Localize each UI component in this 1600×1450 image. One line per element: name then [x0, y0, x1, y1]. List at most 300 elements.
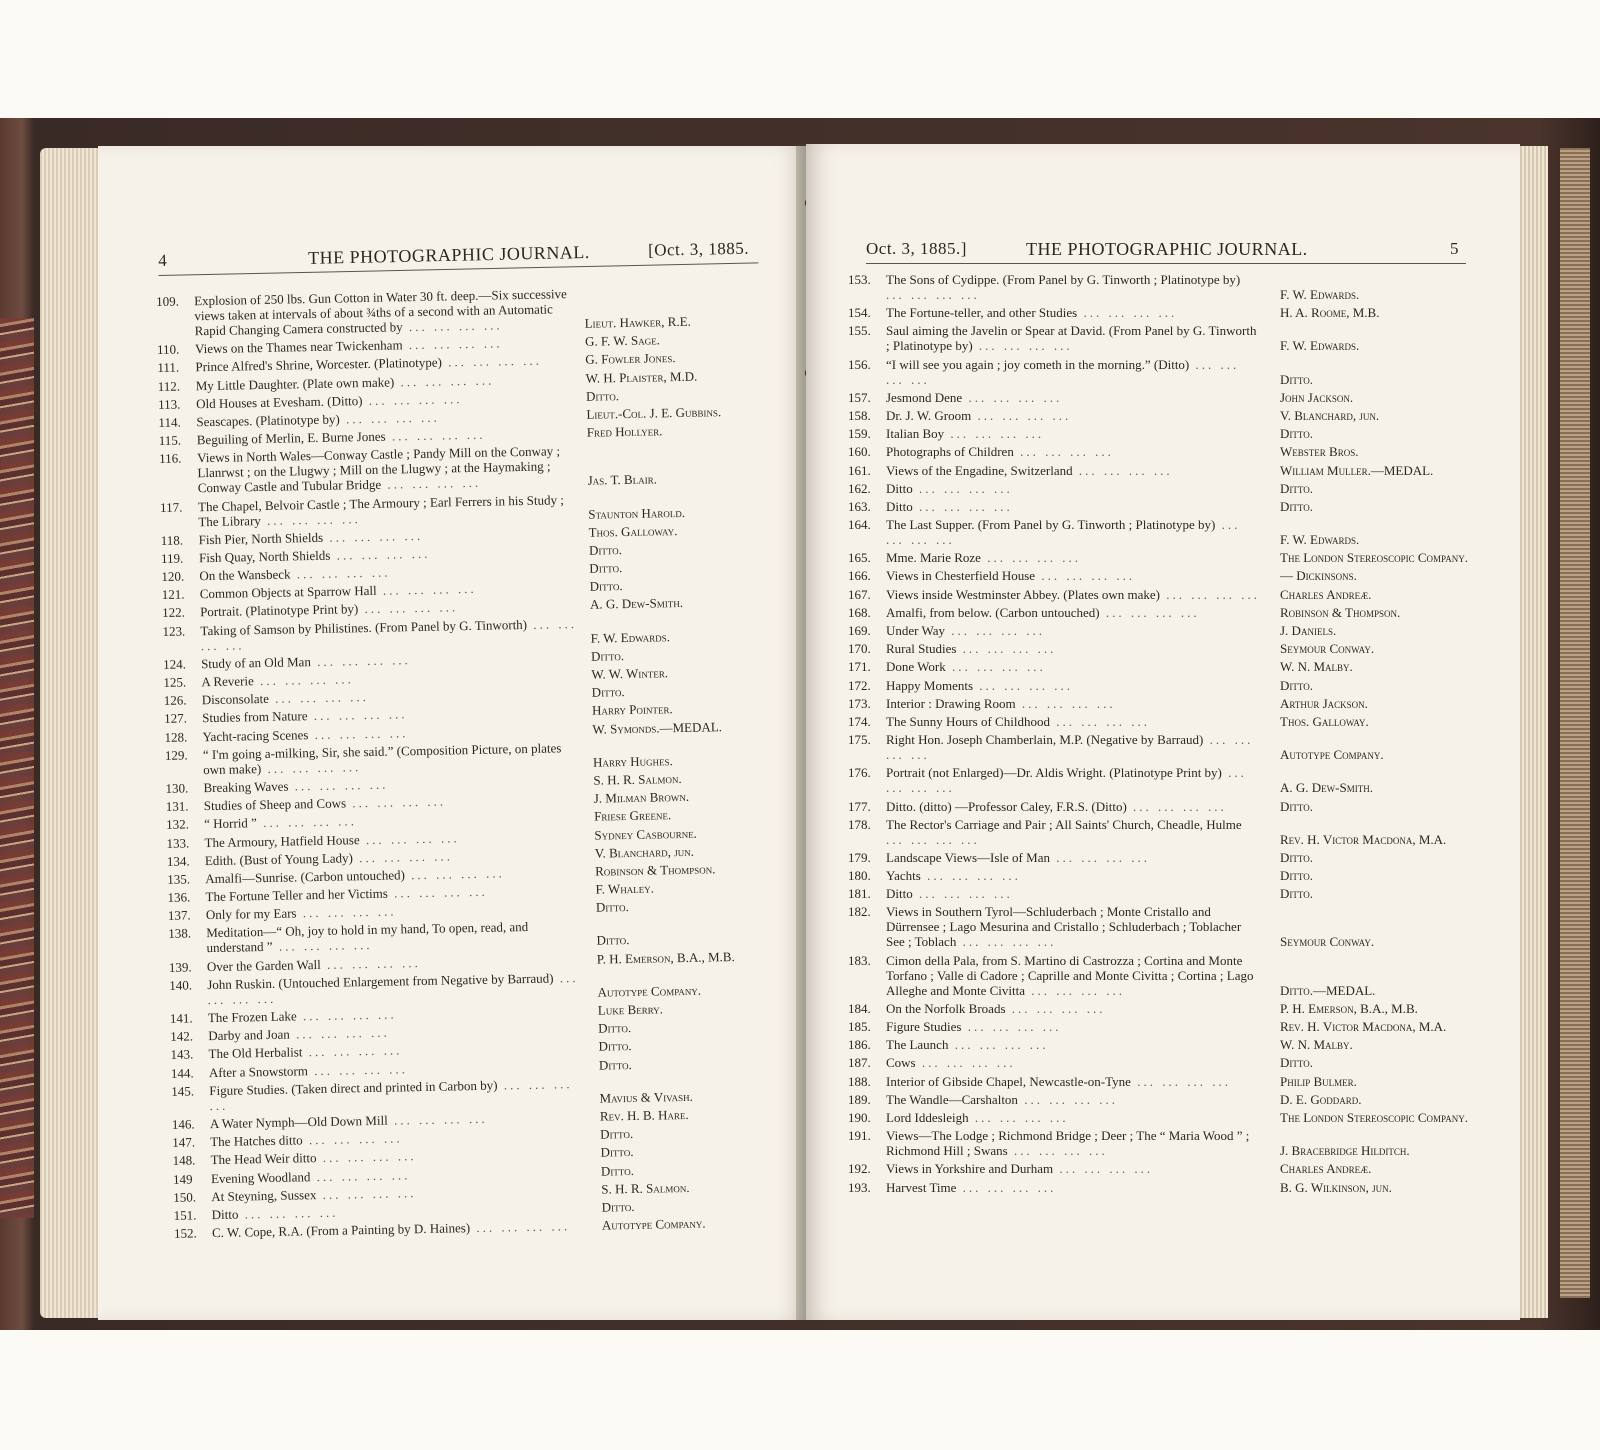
entry-title: On the Norfolk Broads ... .: [886, 1001, 1262, 1016]
entry-exhibitor: William Muller.—MEDAL.: [1280, 462, 1434, 478]
catalogue-entry: [848, 463, 1478, 478]
entry-number: 134.: [166, 853, 190, 869]
entry-title: Landscape Views—Isle of Man ... .: [886, 850, 1262, 865]
entry-number: 148.: [172, 1152, 196, 1169]
entry-number: 172.: [848, 677, 871, 693]
entry-exhibitor: Ditto.: [600, 1126, 634, 1142]
entry-number: 182.: [848, 904, 871, 920]
entry-number: 193.: [848, 1179, 871, 1195]
entry-number: 147.: [172, 1134, 196, 1150]
entry-exhibitor: Ditto.: [588, 541, 623, 558]
entry-exhibitor: Webster Bros.: [1280, 444, 1359, 460]
entry-exhibitor: Ditto.: [589, 578, 623, 594]
entry-number: 179.: [848, 849, 871, 865]
entry-exhibitor: Rev. H. B. Hare.: [599, 1106, 689, 1124]
entry-title: Views of the Engadine, Switzerland ... .: [886, 463, 1262, 478]
entry-exhibitor: Ditto.—MEDAL.: [1280, 982, 1376, 998]
entry-number: 139.: [168, 959, 192, 975]
entry-number: 160.: [848, 444, 871, 460]
entry-number: 184.: [848, 1000, 871, 1016]
entry-exhibitor: Sydney Casbourne.: [594, 825, 697, 843]
entry-title: Explosion of 250 lbs. Gun Cotton in Water 30 ft. deep.—Six successive views taken at intervals of about ¾ths of a second with an Automatic Rapid Changing Camera constructed by ... .: [194, 286, 575, 338]
entry-exhibitor: S. H. R. Salmon.: [593, 770, 682, 788]
entry-number: 153.: [848, 272, 871, 287]
entry-title: Views on the Thames near Twickenham ... .: [195, 334, 575, 356]
entry-number: 158.: [848, 407, 871, 423]
catalogue-entry: [848, 499, 1478, 514]
catalogue-entry: [848, 659, 1478, 674]
page-number: 4: [158, 250, 168, 270]
entry-title: The Sons of Cydippe. (From Panel by G. Tinworth ; Platinotype by) ... .: [886, 272, 1262, 302]
marbled-endpaper: [0, 318, 34, 1218]
entry-exhibitor: John Jackson.: [1280, 389, 1354, 405]
entry-title: The Last Supper. (From Panel by G. Tinworth ; Platinotype by) ... .: [886, 517, 1262, 547]
entry-exhibitor: J. Bracebridge Hilditch.: [1280, 1143, 1410, 1159]
entry-number: 127.: [164, 710, 188, 727]
catalogue-entry: [848, 641, 1478, 656]
entry-exhibitor: The London Stereoscopic Company.: [1280, 550, 1468, 566]
entry-number: 175.: [848, 732, 871, 748]
entry-number: 167.: [848, 586, 871, 602]
entry-title: Done Work ... .: [886, 659, 1262, 674]
entry-number: 183.: [848, 952, 871, 968]
entry-title: Interior of Gibside Chapel, Newcastle-on-Tyne ... .: [886, 1074, 1262, 1089]
entry-number: 155.: [848, 323, 871, 339]
entry-exhibitor: Fred Hollyer.: [586, 423, 663, 440]
entry-exhibitor: Ditto.: [596, 932, 630, 949]
entry-title: Breaking Waves ... .: [203, 773, 583, 795]
entry-exhibitor: Ditto.: [598, 1038, 632, 1055]
entry-exhibitor: Thos. Galloway.: [588, 522, 678, 540]
entry-number: 149: [172, 1170, 193, 1187]
entry-title: Harvest Time ... .: [886, 1180, 1262, 1195]
entry-number: 128.: [164, 729, 188, 745]
catalogue-entry: [848, 696, 1478, 711]
entry-title: Right Hon. Joseph Chamberlain, M.P. (Negative by Barraud) ... .: [886, 732, 1262, 762]
catalogue-entry: [848, 714, 1478, 729]
entry-exhibitor: D. E. Goddard.: [1280, 1091, 1362, 1107]
entry-title: At Steyning, Sussex ... .: [211, 1181, 591, 1203]
entry-title: Portrait. (Platinotype Print by) ... .: [200, 597, 580, 619]
entry-exhibitor: W. H. Plaister, M.D.: [585, 368, 698, 386]
entry-title: On the Wansbeck ... .: [199, 561, 579, 583]
entry-title: Portrait (not Enlarged)—Dr. Aldis Wright. (Platinotype Print by) ... .: [886, 765, 1262, 795]
right-page: [806, 144, 1520, 1320]
entry-number: 181.: [848, 886, 871, 902]
entry-number: 109.: [156, 293, 180, 309]
entry-exhibitor: V. Blanchard, jun.: [594, 843, 695, 861]
entry-number: 144.: [170, 1064, 194, 1081]
entry-exhibitor: Ditto.: [1280, 886, 1313, 902]
catalogue-entry: [848, 550, 1478, 565]
journal-title: THE PHOTOGRAPHIC JOURNAL.: [307, 241, 591, 268]
entry-title: Old Houses at Evesham. (Ditto) ... .: [196, 389, 576, 411]
entry-exhibitor: G. F. W. Sage.: [584, 332, 661, 349]
entry-exhibitor: Ditto.: [1280, 849, 1313, 865]
catalogue-entry: [848, 517, 1478, 547]
entry-number: 141.: [169, 1010, 193, 1026]
entry-number: 187.: [848, 1055, 871, 1071]
catalogue-entry: [848, 1161, 1478, 1176]
entry-exhibitor: Philip Bulmer.: [1280, 1073, 1357, 1089]
entry-number: 114.: [158, 414, 181, 430]
entry-title: Views in Chesterfield House ... .: [886, 568, 1262, 583]
catalogue-entry: [159, 440, 770, 497]
left-page: [98, 146, 806, 1320]
entry-exhibitor: H. A. Roome, M.B.: [1280, 305, 1380, 321]
catalogue-entry: [848, 444, 1478, 459]
entry-title: Views in North Wales—Conway Castle ; Pandy Mill on the Conway ; Llanrwst ; on the Llugwy ; Mill on the Llugwy ; at the Haymaking ; Conway Castle and Tubular Bridge ... .: [197, 443, 578, 495]
entry-exhibitor: W. N. Malby.: [1280, 1037, 1353, 1053]
page-number: 5: [1450, 239, 1459, 258]
catalogue-entry: [156, 282, 767, 339]
entry-title: Jesmond Dene ... .: [886, 390, 1262, 405]
entry-title: Common Objects at Sparrow Hall ... .: [200, 579, 580, 601]
entry-number: 145.: [171, 1083, 195, 1099]
entry-title: C. W. Cope, R.A. (From a Painting by D. Haines) ... .: [212, 1218, 592, 1240]
catalogue-entry: [848, 1037, 1478, 1052]
left-running-header: [158, 238, 758, 270]
entry-exhibitor: F. W. Edwards.: [590, 628, 671, 646]
entry-exhibitor: Charles Andreæ.: [1280, 1161, 1372, 1177]
entry-number: 185.: [848, 1019, 871, 1034]
entry-title: Studies of Sheep and Cows ... .: [204, 791, 584, 813]
entry-number: 133.: [166, 834, 190, 851]
entry-title: Views inside Westminster Abbey. (Plates own make) ... .: [886, 587, 1262, 602]
catalogue-entry: [848, 904, 1478, 949]
entry-title: Mme. Marie Roze ... .: [886, 550, 1262, 565]
header-rule: [866, 263, 1466, 264]
entry-title: Evening Woodland ... .: [211, 1163, 591, 1185]
entry-title: Only for my Ears ... .: [206, 900, 586, 922]
entry-exhibitor: Ditto.: [600, 1162, 635, 1179]
entry-exhibitor: V. Blanchard, jun.: [1280, 407, 1380, 423]
entry-title: Happy Moments ... .: [886, 678, 1262, 693]
entry-title: “ I'm going a-milking, Sir, she said.” (Composition Picture, on plates own make) ... .: [203, 740, 584, 777]
entry-exhibitor: Ditto.: [1280, 1055, 1313, 1071]
entry-exhibitor: A. G. Dew-Smith.: [1280, 780, 1373, 796]
catalogue-entry: [848, 1019, 1478, 1034]
entry-title: Views—The Lodge ; Richmond Bridge ; Deer ; The “ Maria Wood ” ; Richmond Hill ; Swans ... .: [886, 1128, 1262, 1158]
entry-title: The Hatches ditto ... .: [210, 1127, 590, 1149]
entry-number: 164.: [848, 517, 871, 533]
entry-number: 126.: [163, 692, 187, 709]
entry-number: 173.: [848, 695, 871, 711]
entry-exhibitor: Robinson & Thompson.: [595, 861, 716, 879]
entry-exhibitor: Arthur Jackson.: [1280, 695, 1368, 711]
entry-number: 112.: [157, 378, 181, 394]
entry-exhibitor: J. Daniels.: [1280, 623, 1337, 638]
entry-number: 154.: [848, 305, 871, 321]
entry-title: Ditto. (ditto) —Professor Caley, F.R.S. (Ditto) ... .: [886, 799, 1262, 814]
entry-title: Cimon della Pala, from S. Martino di Castrozza ; Cortina and Monte Torfano ; Valle di Cadore ; Caprille and Monte Civitta ; Cortina ; Lago Alleghe and Monte Civitta ... .: [886, 953, 1262, 998]
entry-number: 125.: [163, 674, 187, 690]
entry-title: The Chapel, Belvoir Castle ; The Armoury ; Earl Ferrers in his Study ; The Library ... .: [198, 491, 579, 528]
entry-title: The Fortune-teller, and other Studies ... .: [886, 305, 1262, 320]
catalogue-entry: [848, 817, 1478, 847]
entry-number: 180.: [848, 868, 871, 884]
entry-number: 120.: [161, 568, 185, 585]
entry-title: Cows ... .: [886, 1055, 1262, 1070]
entry-exhibitor: Ditto.: [595, 899, 629, 915]
entry-number: 142.: [170, 1028, 194, 1045]
entry-exhibitor: Ditto.: [1280, 798, 1313, 814]
entry-title: The Rector's Carriage and Pair ; All Saints' Church, Cheadle, Hulme ... .: [886, 817, 1262, 847]
entry-exhibitor: Mavius & Vivash.: [599, 1088, 693, 1106]
entry-title: Edith. (Bust of Young Lady) ... .: [205, 846, 585, 868]
entry-title: Yachts ... .: [886, 868, 1262, 883]
entry-number: 138.: [168, 925, 192, 942]
entry-number: 163.: [848, 498, 871, 514]
entry-exhibitor: Rev. H. Victor Macdona, M.A.: [1280, 831, 1447, 847]
catalogue-entry: [848, 678, 1478, 693]
catalogue-entry: [848, 305, 1478, 320]
entry-title: Rural Studies ... .: [886, 641, 1262, 656]
entry-title: The Sunny Hours of Childhood ... .: [886, 714, 1262, 729]
entry-number: 121.: [161, 586, 185, 603]
catalogue-entry: [848, 1092, 1478, 1107]
entry-exhibitor: Ditto.: [1280, 868, 1313, 884]
entry-title: Yacht-racing Scenes ... .: [202, 721, 582, 743]
entry-number: 132.: [166, 816, 190, 833]
entry-number: 165.: [848, 550, 871, 566]
entry-number: 156.: [848, 356, 871, 372]
entry-number: 170.: [848, 641, 871, 657]
entry-exhibitor: Ditto.: [598, 1020, 632, 1036]
entry-exhibitor: S. H. R. Salmon.: [601, 1179, 690, 1197]
left-page-edges: [40, 148, 102, 1318]
entry-number: 162.: [848, 480, 871, 496]
entry-title: Figure Studies ... .: [886, 1019, 1262, 1034]
entry-title: Amalfi, from below. (Carbon untouched) ... .: [886, 605, 1262, 620]
catalogue-entry: [848, 953, 1478, 998]
catalogue-entry: [848, 765, 1478, 795]
entry-title: Amalfi—Sunrise. (Carbon untouched) ... .: [205, 864, 585, 886]
entry-title: Views in Southern Tyrol—Schluderbach ; Monte Cristallo and Dürrensee ; Lago Mesurina and Cristallo ; Schluderbach ; Toblacher See ; Toblach ... .: [886, 904, 1262, 949]
entry-number: 192.: [848, 1161, 871, 1177]
entry-exhibitor: Ditto.: [601, 1198, 635, 1215]
entry-number: 152.: [173, 1225, 197, 1241]
entry-title: Fish Quay, North Shields ... .: [199, 543, 579, 565]
entry-number: 166.: [848, 568, 871, 584]
entry-title: Photographs of Children ... .: [886, 444, 1262, 459]
entry-title: My Little Daughter. (Plate own make) ... .: [196, 371, 576, 393]
entry-exhibitor: F. W. Edwards.: [1280, 287, 1360, 302]
entry-exhibitor: Ditto.: [1280, 426, 1313, 442]
open-book: [0, 118, 1600, 1330]
entry-number: 135.: [167, 871, 191, 887]
entry-exhibitor: W. Symonds.—MEDAL.: [592, 718, 723, 737]
entry-number: 191.: [848, 1128, 871, 1144]
entry-title: Taking of Samson by Philistines. (From Panel by G. Tinworth) ... .: [200, 616, 581, 653]
catalogue-entry: [848, 481, 1478, 496]
entry-exhibitor: Thos. Galloway.: [1280, 713, 1369, 729]
entry-exhibitor: Autotype Company.: [597, 982, 702, 1000]
catalogue-entry: [848, 799, 1478, 814]
entry-title: Lord Iddesleigh ... .: [886, 1110, 1262, 1125]
entry-title: Seascapes. (Platinotype by) ... .: [196, 407, 576, 429]
issue-date: [Oct. 3, 1885.: [647, 238, 750, 260]
entry-exhibitor: The London Stereoscopic Company.: [1280, 1109, 1468, 1125]
entry-title: Darby and Joan ... .: [208, 1021, 588, 1043]
cover-edge: [1560, 148, 1590, 1298]
catalogue-entry: [848, 357, 1478, 387]
entry-number: 169.: [848, 623, 871, 638]
entry-exhibitor: W. N. Malby.: [1280, 659, 1353, 675]
entry-exhibitor: Ditto.: [1280, 480, 1313, 496]
entry-number: 171.: [848, 659, 871, 675]
entry-title: Beguiling of Merlin, E. Burne Jones ... .: [197, 425, 577, 447]
entry-number: 151.: [173, 1207, 197, 1223]
entry-number: 157.: [848, 389, 871, 405]
catalogue-entry: [848, 1001, 1478, 1016]
entry-title: The Fortune Teller and her Victims ... .: [205, 882, 585, 904]
right-entry-list: [848, 272, 1478, 1198]
catalogue-entry: [848, 732, 1478, 762]
entry-exhibitor: Ditto.: [598, 1056, 632, 1073]
entry-title: Views in Yorkshire and Durham ... .: [886, 1161, 1262, 1176]
entry-number: 188.: [848, 1073, 871, 1089]
entry-exhibitor: Luke Berry.: [597, 1001, 664, 1018]
entry-title: After a Snowstorm ... .: [209, 1057, 589, 1079]
entry-title: Ditto ... .: [886, 886, 1262, 901]
entry-exhibitor: Autotype Company.: [601, 1215, 706, 1233]
entry-exhibitor: Autotype Company.: [1280, 747, 1384, 763]
entry-number: 140.: [169, 977, 193, 993]
entry-title: Fish Pier, North Shields ... .: [199, 525, 579, 547]
entry-exhibitor: J. Milman Brown.: [593, 788, 690, 806]
entry-exhibitor: Ditto.: [590, 647, 625, 664]
entry-title: Studies from Nature ... .: [202, 703, 582, 725]
entry-number: 161.: [848, 462, 871, 478]
catalogue-entry: [848, 390, 1478, 405]
catalogue-entry: [848, 1110, 1478, 1125]
entry-exhibitor: Lieut.-Col. J. E. Gubbins.: [586, 404, 722, 422]
catalogue-entry: [848, 587, 1478, 602]
entry-title: Disconsolate ... .: [202, 685, 582, 707]
catalogue-entry: [848, 1180, 1478, 1195]
entry-exhibitor: Lieut. Hawker, R.E.: [584, 313, 691, 331]
journal-title: THE PHOTOGRAPHIC JOURNAL.: [1026, 239, 1308, 259]
entry-title: The Wandle—Carshalton ... .: [886, 1092, 1262, 1107]
entry-title: Meditation—“ Oh, joy to hold in my hand, To open, read, and understand ” ... .: [206, 918, 587, 955]
entry-title: Prince Alfred's Shrine, Worcester. (Platinotype) ... .: [195, 352, 575, 374]
catalogue-entry: [848, 605, 1478, 620]
entry-exhibitor: Staunton Harold.: [588, 504, 686, 522]
entry-title: A Water Nymph—Old Down Mill ... .: [210, 1109, 590, 1131]
catalogue-entry: [848, 1074, 1478, 1089]
entry-number: 130.: [165, 780, 189, 796]
entry-number: 122.: [161, 604, 186, 621]
entry-number: 186.: [848, 1037, 871, 1053]
entry-exhibitor: P. H. Emerson, B.A., M.B.: [1280, 1000, 1418, 1016]
catalogue-entry: [848, 426, 1478, 441]
entry-number: 119.: [160, 550, 184, 566]
entry-exhibitor: Seymour Conway.: [1280, 934, 1375, 950]
entry-exhibitor: Ditto.: [1280, 371, 1313, 387]
entry-exhibitor: A. G. Dew-Smith.: [589, 595, 684, 613]
entry-number: 177.: [848, 798, 871, 814]
entry-exhibitor: F. W. Edwards.: [1280, 338, 1360, 354]
entry-title: Interior : Drawing Room ... .: [886, 696, 1262, 711]
entry-exhibitor: B. G. Wilkinson, jun.: [1280, 1179, 1392, 1195]
entry-number: 129.: [164, 747, 188, 763]
right-page-edges: [1518, 146, 1548, 1318]
catalogue-entry: [848, 850, 1478, 865]
entry-title: Saul aiming the Javelin or Spear at David. (From Panel by G. Tinworth ; Platinotype by) ... .: [886, 323, 1262, 353]
entry-exhibitor: — Dickinsons.: [1280, 568, 1357, 584]
entry-exhibitor: W. W. Winter.: [591, 665, 669, 682]
entry-number: 178.: [848, 816, 871, 832]
entry-exhibitor: Ditto.: [1280, 677, 1313, 693]
entry-number: 146.: [171, 1116, 195, 1132]
entry-exhibitor: F. Whaley.: [595, 880, 655, 897]
entry-title: The Head Weir ditto ... .: [210, 1145, 590, 1167]
entry-title: Over the Garden Wall ... .: [207, 951, 587, 973]
entry-title: Figure Studies. (Taken direct and printed in Carbon by) ... .: [209, 1076, 590, 1113]
catalogue-entry: [848, 623, 1478, 638]
entry-exhibitor: Harry Pointer.: [591, 701, 673, 719]
entry-number: 116.: [159, 450, 182, 467]
entry-exhibitor: Ditto.: [1280, 498, 1313, 514]
entry-title: A Reverie ... .: [201, 667, 581, 689]
entry-exhibitor: Jas. T. Blair.: [587, 471, 658, 489]
entry-number: 159.: [848, 426, 871, 442]
entry-number: 117.: [159, 499, 183, 515]
entry-exhibitor: Seymour Conway.: [1280, 641, 1375, 657]
entry-title: Italian Boy ... .: [886, 426, 1262, 441]
entry-exhibitor: F. W. Edwards.: [1280, 532, 1360, 548]
entry-exhibitor: Robinson & Thompson.: [1280, 604, 1401, 620]
entry-title: Under Way ... .: [886, 623, 1262, 638]
entry-title: “ Horrid ” ... .: [204, 809, 584, 831]
catalogue-entry: [848, 568, 1478, 583]
entry-number: 136.: [167, 889, 191, 905]
catalogue-entry: [848, 886, 1478, 901]
entry-title: John Ruskin. (Untouched Enlargement from Negative by Barraud) ... .: [207, 970, 588, 1007]
entry-exhibitor: Ditto.: [585, 387, 620, 404]
catalogue-entry: [848, 1055, 1478, 1070]
entry-title: Study of an Old Man ... .: [201, 649, 581, 671]
entry-number: 124.: [162, 656, 186, 672]
entry-exhibitor: Ditto.: [591, 684, 625, 700]
entry-exhibitor: Ditto.: [589, 560, 623, 576]
issue-date: Oct. 3, 1885.]: [866, 239, 967, 258]
entry-title: The Launch ... .: [886, 1037, 1262, 1052]
entry-number: 174.: [848, 713, 871, 729]
entry-number: 113.: [157, 396, 181, 412]
entry-title: The Frozen Lake ... .: [208, 1003, 588, 1025]
entry-exhibitor: P. H. Emerson, B.A., M.B.: [596, 948, 735, 967]
entry-title: The Armoury, Hatfield House ... .: [204, 827, 584, 849]
entry-number: 118.: [160, 532, 184, 548]
entry-number: 123.: [162, 623, 186, 639]
entry-number: 137.: [167, 907, 191, 924]
entry-title: The Old Herbalist ... .: [208, 1039, 588, 1061]
entry-title: Dr. J. W. Groom ... .: [886, 408, 1262, 423]
entry-title: “I will see you again ; joy cometh in the morning.” (Ditto) ... .: [886, 357, 1262, 387]
entry-title: Ditto ... .: [886, 481, 1262, 496]
entry-exhibitor: Harry Hughes.: [592, 752, 673, 770]
entry-number: 176.: [848, 765, 871, 781]
entry-number: 189.: [848, 1091, 871, 1107]
entry-number: 168.: [848, 604, 871, 620]
catalogue-entry: [848, 272, 1478, 302]
catalogue-entry: [848, 1128, 1478, 1158]
catalogue-entry: [848, 408, 1478, 423]
entry-exhibitor: Friese Greene.: [593, 807, 672, 824]
entry-number: 111.: [157, 359, 180, 376]
